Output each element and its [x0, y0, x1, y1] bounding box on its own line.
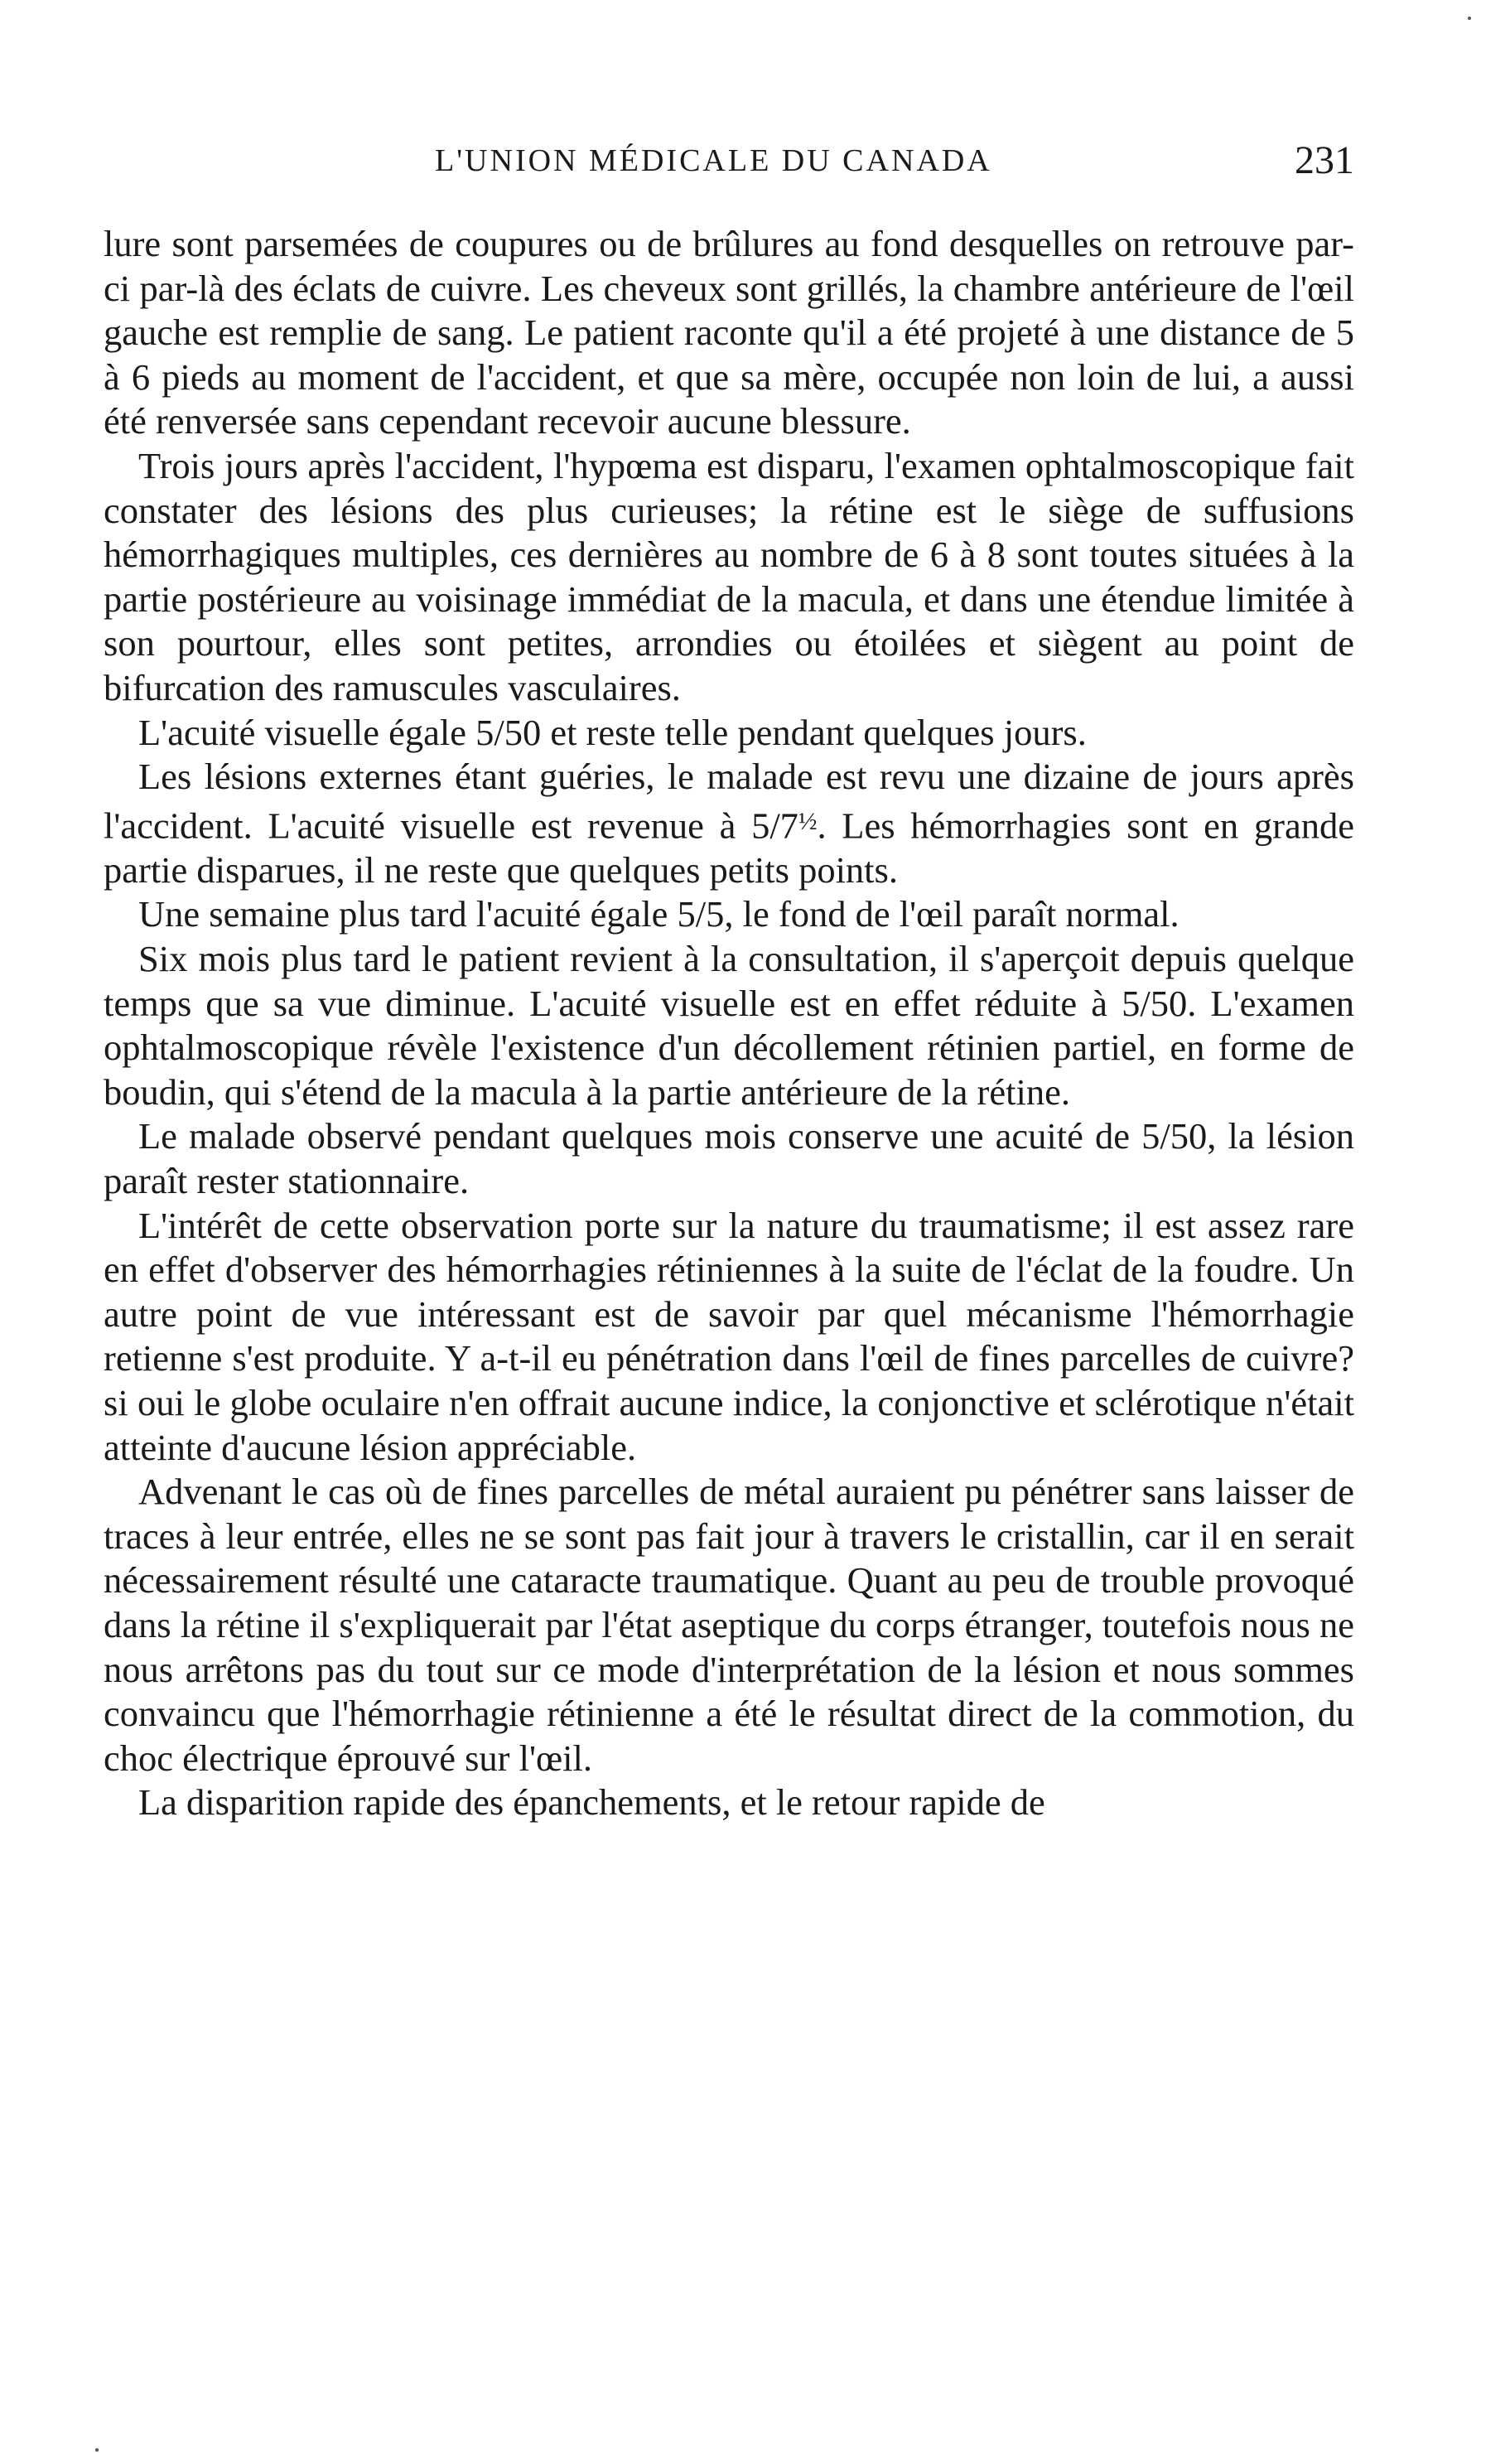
paragraph-6: Six mois plus tard le patient revient à la consultation, il s'aperçoit depuis quelque temps que sa vue diminue. L'acuité visuelle est en effet réduite à 5/50. L'examen ophtalmoscopique révèle l'existence d'un décollement rétinien partiel, en forme de boudin, qui s'étend de la macula à la partie antérieure de la rétine. [104, 938, 1354, 1113]
page-header [104, 138, 1354, 192]
running-head: L'UNION MÉDICALE DU CANADA [435, 143, 992, 178]
print-speck [95, 2448, 99, 2452]
paragraph-5: Une semaine plus tard l'acuité égale 5/5, le fond de l'œil paraît normal. [138, 893, 1180, 935]
print-speck [1468, 17, 1471, 20]
paragraph-7: Le malade observé pendant quelques mois conserve une acuité de 5/50, la lésion paraît rester stationnaire. [104, 1115, 1354, 1201]
paragraph-9: Advenant le cas où de fines parcelles de métal auraient pu pénétrer sans laisser de traces à leur entrée, elles ne se sont pas fait jour à travers le cristallin, car il en serait nécessairement résulté une cataracte traumatique. Quant au peu de trouble provoqué dans la rétine il s'expliquerait par l'état aseptique du corps étranger, toutefois nous ne nous arrêtons pas du tout sur ce mode d'interprétation de la lésion et nous sommes convaincu que l'hémorrhagie rétinienne a été le résultat direct de la commotion, du choc électrique éprouvé sur l'œil. [104, 1471, 1354, 1779]
body-text [104, 222, 1354, 1825]
paragraph-4-part-2: . Les hémorrhagies sont en grande partie disparues, il ne reste que quelques petits points. [104, 804, 1354, 891]
paragraph-4 [104, 755, 1354, 892]
paragraph-4-part-1: Les lésions externes étant guéries, le malade est revu une dizaine de jours après l'accident. L'acuité visuelle est revenue à 5/7 [104, 756, 1354, 847]
paragraph-2: Trois jours après l'accident, l'hypœma est disparu, l'examen ophtalmoscopique fait constater des lésions des plus curieuses; la rétine est le siège de suffusions hémorrhagiques multiples, ces dernières au nombre de 6 à 8 sont toutes situées à la partie postérieure au voisinage immédiat de la macula, et dans une étendue limitée à son pourtour, elles sont petites, arrondies ou étoilées et siègent au point de bifurcation des ramuscules vasculaires. [104, 444, 1354, 708]
paragraph-1: lure sont parsemées de coupures ou de brûlures au fond desquelles on retrouve par-ci par-là des éclats de cuivre. Les cheveux sont grillés, la chambre antérieure de l'œil gauche est remplie de sang. Le patient raconte qu'il a été projeté à une distance de 5 à 6 pieds au moment de l'accident, et que sa mère, occupée non loin de lui, a aussi été renversée sans cependant recevoir aucune blessure. [104, 223, 1354, 442]
paragraph-10: La disparition rapide des épanchements, et le retour rapide de [138, 1781, 1045, 1824]
fraction-half: ½ [798, 807, 818, 835]
paragraph-8: L'intérêt de cette observation porte sur la nature du traumatisme; il est assez rare en effet d'observer des hémorrhagies rétiniennes à la suite de l'éclat de la foudre. Un autre point de vue intéressant est de savoir par quel mécanisme l'hémorrhagie retienne s'est produite. Y a-t-il eu pénétration dans l'œil de fines parcelles de cuivre? si oui le globe oculaire n'en offrait aucune indice, la conjonctive et sclérotique n'était atteinte d'aucune lésion appréciable. [104, 1204, 1354, 1468]
page-number: 231 [1295, 138, 1354, 182]
paragraph-3: L'acuité visuelle égale 5/50 et reste telle pendant quelques jours. [138, 711, 1087, 753]
